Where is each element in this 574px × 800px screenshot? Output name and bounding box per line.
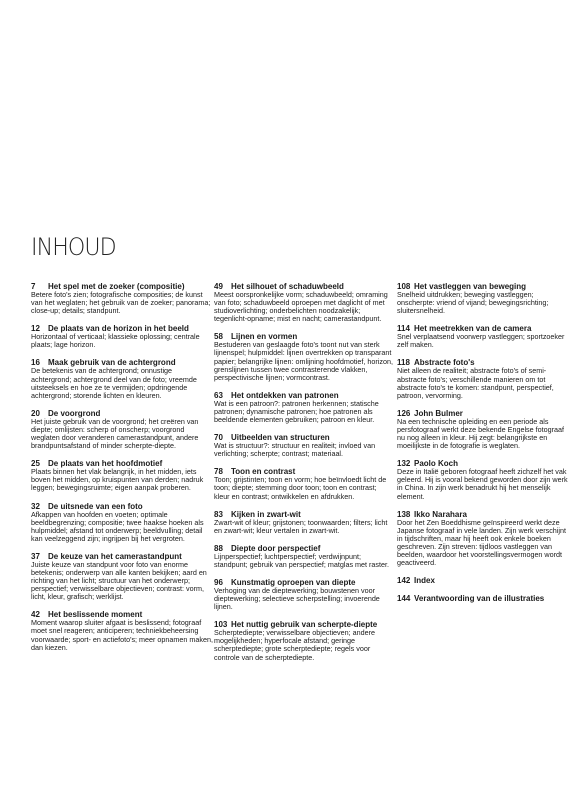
toc-page-number: 7 (31, 282, 36, 291)
toc-entry (397, 510, 569, 568)
toc-entry-title: Toon en contrast (231, 467, 296, 477)
toc-entry-description: Snel verplaatsend voorwerp vastleggen; sportzoeker zelf maken. (397, 332, 565, 350)
toc-entry-description: Afkappen van hoofden en voeten; optimale beeldbegrenzing; compositie; twee haakse hoeken als hulpmiddel; afstand tot onderwerp; beeldvulling; detail kan veelzeggend zijn; ingrijpen bij het vergroten. (31, 509, 204, 543)
toc-entry (397, 576, 569, 585)
toc-entry (31, 409, 213, 450)
toc-page-number: 20 (31, 408, 40, 418)
toc-page-number: 16 (31, 358, 40, 368)
toc-column-1 (31, 282, 213, 661)
toc-page-number: 37 (31, 551, 40, 561)
toc-entry (31, 324, 213, 349)
toc-page-number: 96 (214, 577, 223, 587)
toc-entry-description: Niet alleen de realiteit; abstracte foto's of semi-abstracte foto's; verschillende manieren om tot abstracte foto's te komen: standpunt, perspectief, patroon, vervorming. (397, 366, 554, 400)
toc-entry (397, 282, 569, 315)
toc-entry-description: Verhoging van de dieptewerking; bouwstenen voor dieptewerking; selectieve scherpstelling; invoerende lijnen. (214, 585, 380, 612)
toc-entry (31, 459, 213, 492)
toc-entry (214, 620, 394, 661)
toc-entry-title: De plaats van de horizon in het beeld (48, 324, 189, 334)
toc-entry-heading (397, 576, 569, 585)
toc-entry-description: Juiste keuze van standpunt voor foto van enorme betekenis; onderwerp van alle kanten bekijken; aard en richting van het licht; structuur van het onderwerp; perspectief; verwisselbare objectieven; contrast: vorm, licht, kleur, grafisch; werklijst. (31, 559, 207, 602)
toc-page-number: 144 (397, 594, 411, 604)
toc-page-number: 42 (31, 610, 40, 620)
toc-entry-title: Paolo Koch (414, 459, 459, 469)
toc-page-number: 32 (31, 501, 40, 511)
toc-entry-title: De plaats van het hoofdmotief (48, 459, 163, 469)
toc-page-number: 138 (397, 509, 411, 519)
toc-column-2 (214, 282, 394, 671)
toc-entry-title: Kijken in zwart-wit (231, 509, 301, 519)
toc-entry (31, 610, 213, 651)
toc-entry (214, 332, 394, 381)
toc-entry-description: Deze in Italië geboren fotograaf heeft zichzelf het vak geleerd. Hij is vooral bekend geworden door zijn werk in China. In zijn werk benadrukt hij het menselijk element. (397, 467, 568, 501)
toc-page-number: 12 (31, 324, 40, 334)
toc-entry-title: Ikko Narahara (414, 509, 467, 519)
toc-page-number: 83 (214, 509, 223, 519)
toc-entry (214, 578, 394, 611)
toc-entry-title: Diepte door perspectief (231, 543, 321, 553)
toc-entry (31, 282, 213, 315)
toc-entry-title: Lijnen en vormen (231, 332, 298, 342)
page-title: INHOUD (31, 233, 116, 261)
toc-page-number: 63 (214, 390, 223, 400)
toc-entry-description: Horizontaal of verticaal; klassieke oplossing; centrale plaats; lage horizon. (31, 332, 200, 350)
toc-entry-description: Moment waarop sluiter afgaat is beslissend; fotograaf moet snel reageren; anticiperen; techniekbeheersing voorwaarde; sport- en actiefoto's; meer opnamen maken, dan kiezen. (31, 618, 213, 652)
toc-entry-description: Lijnperspectief; luchtperspectief; verdwijnpunt; standpunt; gebruik van perspectief; matglas met raster. (214, 551, 389, 569)
toc-entry (214, 467, 394, 500)
toc-entry (214, 391, 394, 424)
toc-entry (397, 324, 569, 349)
toc-page-number: 108 (397, 282, 411, 291)
toc-entry (214, 544, 394, 569)
toc-page-number: 78 (214, 467, 223, 477)
toc-entry-description: Het juiste gebruik van de voorgrond; het creëren van diepte; omlijsten: scherp of onscherp; voorgrond weglaten door veranderen camerastandpunt, andere brandpuntsafstand of minder scherpte-diepte. (31, 416, 199, 451)
toc-entry-title: De keuze van het camerastandpunt (48, 551, 182, 561)
toc-entry-description: Toon; grijstinten; toon en vorm; hoe beïnvloedt licht de toon; diepte; stemming door toon; toon en contrast; kleur en contrast; ontwikkelen en afdrukken. (214, 475, 387, 501)
toc-page-number: 126 (397, 408, 411, 418)
toc-page-number: 25 (31, 459, 40, 469)
toc-entry (31, 358, 213, 399)
toc-entry-title: Kunstmatig oproepen van diepte (231, 577, 356, 587)
toc-entry (397, 594, 569, 603)
toc-entry-description: Betere foto's zien; fotografische composities; de kunst van het weglaten; het gebruik van de zoeker; panorama; close-up; details; standpunt. (31, 290, 211, 316)
toc-entry-description: Zwart-wit of kleur; grijstonen; toonwaarden; filters; licht en zwart-wit; kleur vertalen in zwart-wit. (214, 517, 388, 535)
toc-page-number: 118 (397, 358, 410, 368)
toc-entry-title: Verantwoording van de illustraties (414, 594, 545, 604)
toc-entry-title: John Bulmer (414, 408, 463, 418)
toc-entry-title: Het ontdekken van patronen (231, 390, 339, 400)
toc-page-number: 88 (214, 543, 223, 553)
toc-entry (31, 552, 213, 601)
toc-entry-description: Bestuderen van geslaagde foto's toont nut van sterk lijnenspel; hulpmiddel: lijnen overtrekken op transparant papier; belangrijke lijnen: omlijning hoofdmotief, horizon, grenslijnen tussen twee contrasterende vlakken, perspectivische lijnen; vormcontrast. (214, 340, 393, 382)
toc-entry-title: Index (414, 576, 435, 586)
toc-entry (214, 510, 394, 535)
toc-page-number: 142 (397, 576, 411, 586)
toc-entry-title: Het silhouet of schaduwbeeld (231, 282, 344, 291)
toc-entry-description: De betekenis van de achtergrond; onnustige achtergrond; achtergrond deel van de foto; vreemde uitsteeksels en hoe ze te vermijden; opdringende achtergrond; storende lichten en kleuren. (31, 366, 197, 400)
toc-page-number: 103 (214, 620, 228, 630)
toc-entry-title: De uitsnede van een foto (48, 501, 143, 511)
toc-entry (397, 358, 569, 399)
toc-entry-description: Wat is een patroon?: patronen herkennen; statische patronen; dynamische patronen; hoe patronen als beeldende elementen gebruiken; patroon en kleur. (214, 398, 379, 425)
toc-entry-title: Het meetrekken van de camera (414, 324, 532, 334)
toc-entry-title: Maak gebruik van de achtergrond (48, 358, 176, 368)
toc-entry-title: Uitbeelden van structuren (231, 433, 330, 443)
toc-entry-title: Het vastleggen van beweging (414, 282, 527, 291)
toc-entry (31, 502, 213, 543)
toc-entry-description: Door het Zen Boeddhisme geïnspireerd werkt deze Japanse fotograaf in vele landen. Zijn werk verschijnt in tijdschriften, maar hij heeft ook enkele boeken geschreven. Zijn streven: tijdloos vastleggen van beelden, waardoor het voorstellingsvermogen wordt geactiveerd. (397, 517, 566, 568)
toc-entry-title: De voorgrond (48, 408, 101, 418)
toc-entry (214, 282, 394, 323)
toc-entry-description: Na een technische opleiding en een periode als persfotograaf werkt deze bekende Engelse fotograaf nu nog alleen in kleur. Hij zegt: belangrijkste en moeilijkste in de fotografie is weglaten. (397, 416, 565, 451)
toc-entry-title: Abstracte foto's (414, 358, 475, 368)
toc-entry-description: Snelheid uitdrukken; beweging vastleggen; onscherpte: vriend of vijand; bewegingsrichting; sluitersnelheid. (397, 290, 549, 316)
toc-column-3 (397, 282, 569, 612)
toc-page-number: 49 (214, 282, 223, 291)
toc-page-number: 132 (397, 459, 411, 469)
toc-entry-title: Het spel met de zoeker (compositie) (48, 282, 185, 291)
toc-entry-description: Scherptediepte; verwisselbare objectieven; andere mogelijkheden; hyperfocale afstand; geringe scherptediepte; grote scherptediepte; regels voor controle van de scherptediepte. (214, 628, 376, 662)
toc-entry-title: Het beslissende moment (48, 610, 143, 620)
toc-entry-description: Meest oorspronkelijke vorm; schaduwbeeld; omraming van foto; schaduwbeeld oproepen met daglicht of met studioverlichting; onderbelichten noodzakelijk; tegenlicht-opname; mist en nacht; camerastandpunt. (214, 290, 388, 324)
toc-entry-description: Plaats binnen het vlak belangrijk, in het midden, iets boven het midden, op kruispunten van derden; nadruk leggen; bewegingsruimte; eigen aanpak proberen. (31, 467, 204, 493)
toc-entry-description: Wat is structuur?: structuur en realiteit; invloed van verlichting; scherpte; contrast; materiaal. (214, 441, 376, 459)
toc-page-number: 58 (214, 332, 223, 342)
toc-entry (397, 459, 569, 500)
toc-entry-title: Het nuttig gebruik van scherpte-diepte (231, 620, 378, 630)
toc-page-number: 70 (214, 433, 223, 443)
toc-page-number: 114 (397, 324, 410, 334)
toc-entry-heading (397, 594, 569, 603)
toc-entry (214, 433, 394, 458)
toc-entry (397, 409, 569, 450)
